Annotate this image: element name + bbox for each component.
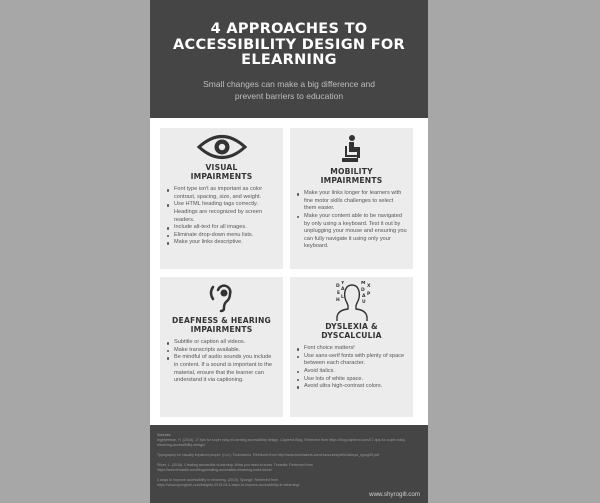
subtitle-line: prevent barriers to education [234,90,344,101]
list-item: Subtitle or caption all videos. [166,339,277,347]
list-item: Use sans-serif fonts with plenty of space between each character. [296,353,407,368]
card-title [166,317,277,334]
list-item: Be mindful of audio sounds you include in content. If a sound is important to the material, ensure that the learner can understand it via captioning. [166,354,277,384]
list-item: Font type isn't as important as color contrast, spacing, size, and weight. [166,186,277,201]
list-item: Make your content able to be navigated by only using a keyboard. Test it out by unplugging your mouse and ensuring you can fully navigate it using only your keyboard. [296,213,407,251]
svg-text:H: H [335,298,340,303]
card-title-line: MOBILITY [330,167,373,176]
card-visual-impairments [160,128,283,269]
list-item: Avoid italics. [296,368,407,376]
list-item: Use HTML heading tags correctly. Headings are recognized by screen readers. [166,201,277,224]
bullet-list [296,190,407,251]
list-item: Use lots of white space. [296,376,407,384]
title-line: ACCESSIBILITY DESIGN FOR [172,36,406,53]
title-line: ELEARNING [241,52,337,68]
source-entry: Ingeberman, H. (2016). 17 tips for super easy eLearning accessibility design. Capterra Blog. Retrieved from https://blog.capterra.com/17-tips-for-super-easy- [157,438,406,442]
source-entry: https://www.spongeuk.com/insights-2015-04-4-ways-to-improve-accessibility-in-elearning/ [157,483,300,487]
card-title-line: IMPAIRMENTS [320,175,383,185]
list-item: Eliminate drop-down menu lists. [166,232,277,240]
list-item: Include alt-text for all images. [166,224,277,232]
card-deafness-hearing-impairments [160,277,283,417]
svg-text:M: M [360,281,365,286]
page-title [150,0,428,69]
source-entry: Silver, L. (2016). Creating accessible eLearning: What you need to know. Trivantis. Retrieved from [157,463,313,467]
svg-text:A: A [361,294,365,299]
svg-text:D: D [360,288,365,293]
website-link[interactable]: www.shyrogill.com [369,491,420,498]
svg-text:A: A [340,287,344,292]
list-item: Avoid ultra high-contrast colors. [296,383,407,391]
card-title [166,164,277,181]
card-title-line: DYSLEXIA & [325,322,378,331]
bullet-list [296,345,407,391]
svg-text:Y: Y [340,281,344,286]
source-entry: Typography for visually impaired people. (n.d.). Toolmakers. Retrieved from http://www.toolmakers.com/resources/pdfs/visimpd_typog09.pdf [157,453,380,457]
ear-icon [207,281,237,313]
subtitle-line: Small changes can make a big difference and [203,78,375,89]
card-title-line: VISUAL [205,163,238,172]
source-entry: elearning-accessibility-design/ [157,443,205,447]
card-title [296,323,407,340]
svg-text:P: P [366,292,370,297]
svg-text:D: D [335,284,340,289]
card-title [296,168,407,185]
list-item: Make transcripts available. [166,347,277,355]
infographic [150,0,428,503]
header [150,0,428,118]
bullet-list [166,339,277,385]
card-title-line: DYSCALCULIA [321,330,382,340]
source-entry: https://www.trivantis.com/blog/creating-accessible-elearning-need-know/ [157,468,272,472]
wheelchair-icon [337,134,367,164]
subtitle [150,78,428,102]
list-item: Font choice matters! [296,345,407,353]
list-item: Make your links longer for learners with fine motor skills challenges to select them easier. [296,190,407,213]
sources-footer [150,425,428,503]
card-title-line: DEAFNESS & HEARING [172,316,271,325]
card-title-line: IMPAIRMENTS [190,171,253,181]
svg-text:E: E [336,291,340,296]
bullet-list [166,186,277,247]
svg-text:L: L [340,295,344,300]
svg-text:X: X [366,284,370,289]
head-letters-icon [330,281,374,321]
list-item: Make your links descriptive. [166,239,277,247]
svg-text:U: U [361,300,366,305]
card-title-line: IMPAIRMENTS [190,324,253,334]
card-dyslexia-dyscalculia [290,277,413,417]
sources-label: Sources: [157,433,172,437]
source-entry: 4 ways to improve accessibility in elearning. (2015). Sponge. Retrieved from [157,478,279,482]
card-mobility-impairments [290,128,413,269]
eye-icon [196,132,248,162]
title-line: 4 APPROACHES TO [210,21,368,37]
